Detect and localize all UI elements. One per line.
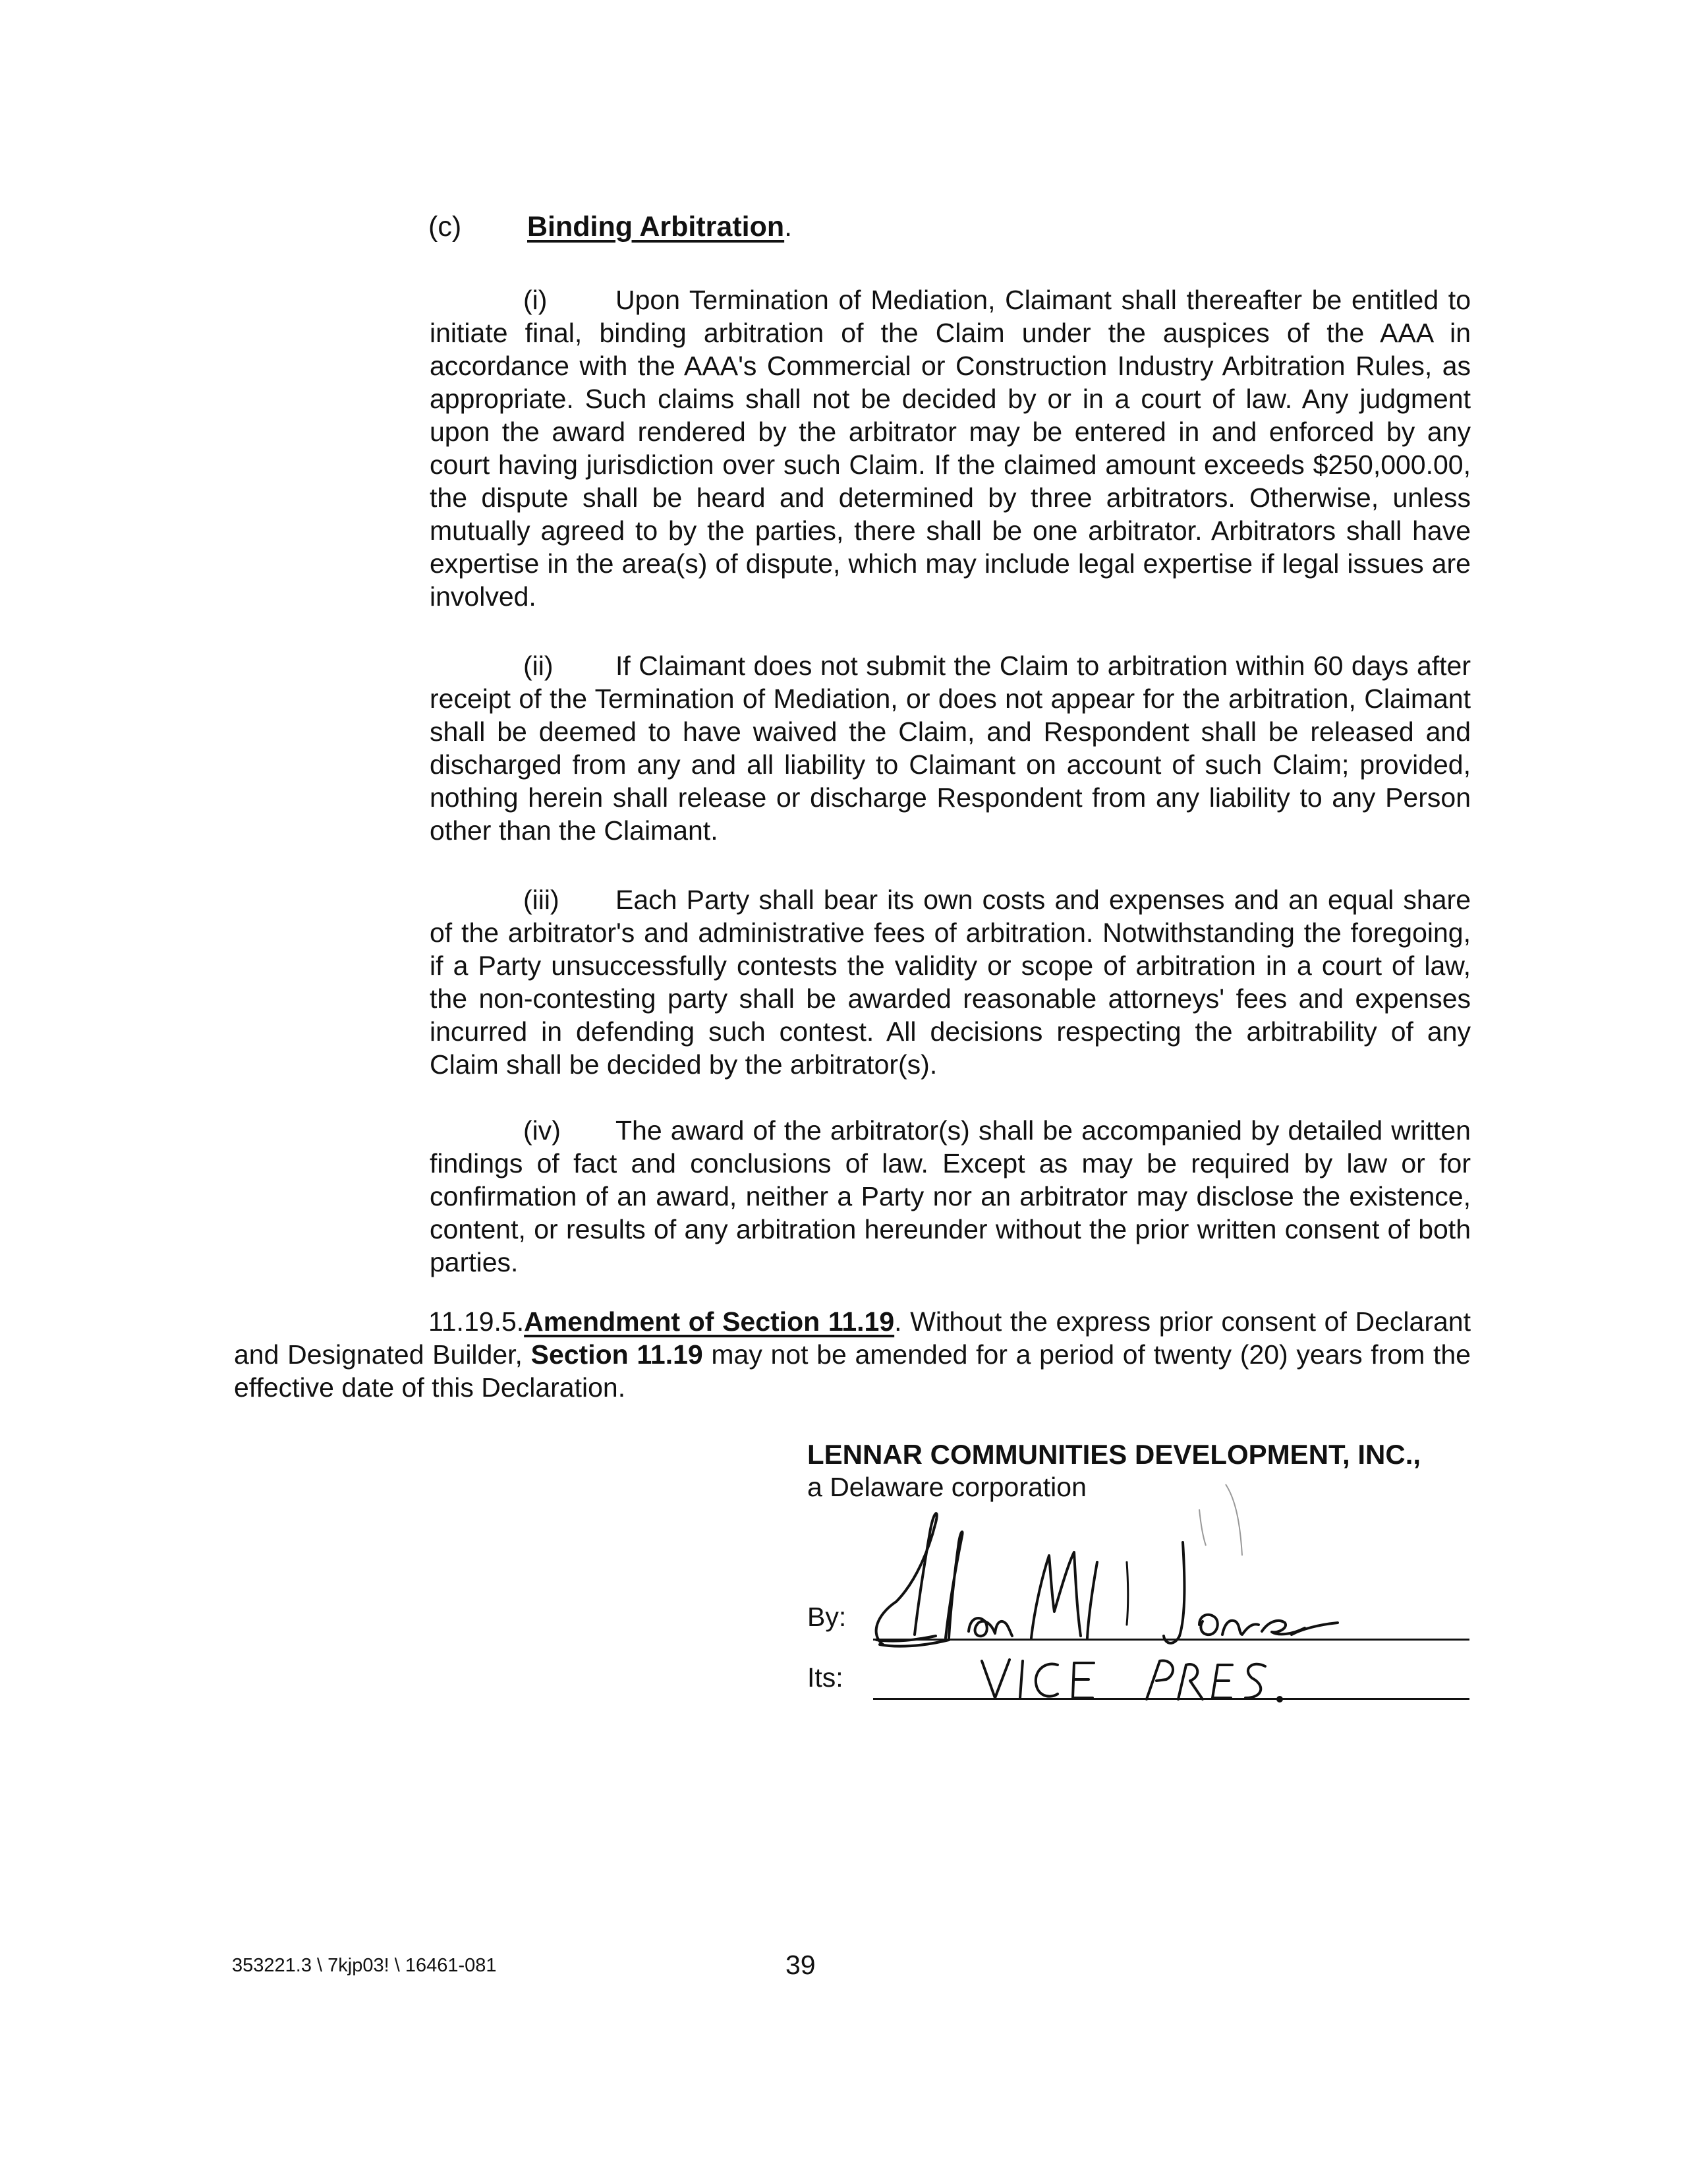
paragraph-text: The award of the arbitrator(s) shall be accompanied by detailed written findings of fact and conclusions of law. Except as may be required by law or for confirmation of an award, neither a Party nor an arbitrator may disclose the existence, content, or results of any arbitration hereunder without the prior written consent of both parties. [430, 1115, 1471, 1277]
amendment-section-ref: Section 11.19 [530, 1339, 703, 1370]
handwritten-title [969, 1646, 1338, 1706]
paragraph-ii [430, 649, 1471, 847]
section-heading [428, 210, 792, 244]
paragraph-text: If Claimant does not submit the Claim to arbitration within 60 days after receipt of the Termination of Mediation, or does not appear for the arbitration, Claimant shall be deemed to have waived the Claim, and Respondent shall be released and discharged from any and all liability to Claimant on account of such Claim; provided, nothing herein shall release or discharge Respondent from any liability to any Person other than the Claimant. [430, 651, 1471, 846]
its-title-line [873, 1698, 1469, 1700]
section-title-suffix: . [784, 211, 793, 243]
signatory-company: LENNAR COMMUNITIES DEVELOPMENT, INC., [807, 1439, 1421, 1470]
amendment-text-before: . Without the express prior consent of Declarant and Designated Builder, [234, 1306, 1471, 1370]
amendment-number: 11.19.5. [428, 1306, 525, 1337]
paragraph-text: Each Party shall bear its own costs and expenses and an equal share of the arbitrator's and administrative fees of arbitration. Notwithstanding the foregoing, if a Party unsuccessfully contests the validity or scope of arbitration in a court of law, the non-contesting party shall be awarded reasonable attorneys' fees and expenses incurred in defending such contest. All decisions respecting the arbitrability of any Claim shall be decided by the arbitrator(s). [430, 885, 1471, 1080]
paragraph-number: (iii) [523, 885, 559, 915]
its-label: Its: [807, 1662, 843, 1693]
by-label: By: [807, 1602, 847, 1632]
amendment-text-after: may not be amended for a period of twenty (20) years from the effective date of this Declaration. [234, 1339, 1471, 1403]
paragraph-number: (i) [523, 285, 548, 315]
paragraph-text: Upon Termination of Mediation, Claimant shall thereafter be entitled to initiate final, binding arbitration of the Claim under the auspices of the AAA in accordance with the AAA's Commercial or Construction Industry Arbitration Rules, as appropriate. Such claims shall not be decided by or in a court of law. Any judgment upon the award rendered by the arbitrator may be entered in and enforced by any court having jurisdiction over such Claim. If the claimed amount exceeds $250,000.00, the dispute shall be heard and determined by three arbitrators. Otherwise, unless mutually agreed to by the parties, there shall be one arbitrator. Arbitrators shall have expertise in the area(s) of dispute, which may include legal expertise if legal issues are involved. [430, 285, 1471, 612]
paragraph-iii [430, 883, 1471, 1081]
handwritten-signature [857, 1483, 1357, 1654]
paragraph-i [430, 283, 1471, 613]
paragraph-iv [430, 1114, 1471, 1279]
paragraph-number: (ii) [523, 651, 554, 681]
by-signature-line [873, 1639, 1469, 1641]
page-number: 39 [785, 1950, 816, 1980]
amendment-title: Amendment of Section 11.19 [524, 1306, 895, 1337]
amendment-paragraph [234, 1305, 1471, 1404]
section-title: Binding Arbitration [527, 211, 785, 243]
document-id: 353221.3 \ 7kjp03! \ 16461-081 [232, 1955, 497, 1976]
signatory-subtitle: a Delaware corporation [807, 1472, 1087, 1502]
paragraph-number: (iv) [523, 1115, 561, 1146]
section-label: (c) [428, 211, 462, 243]
